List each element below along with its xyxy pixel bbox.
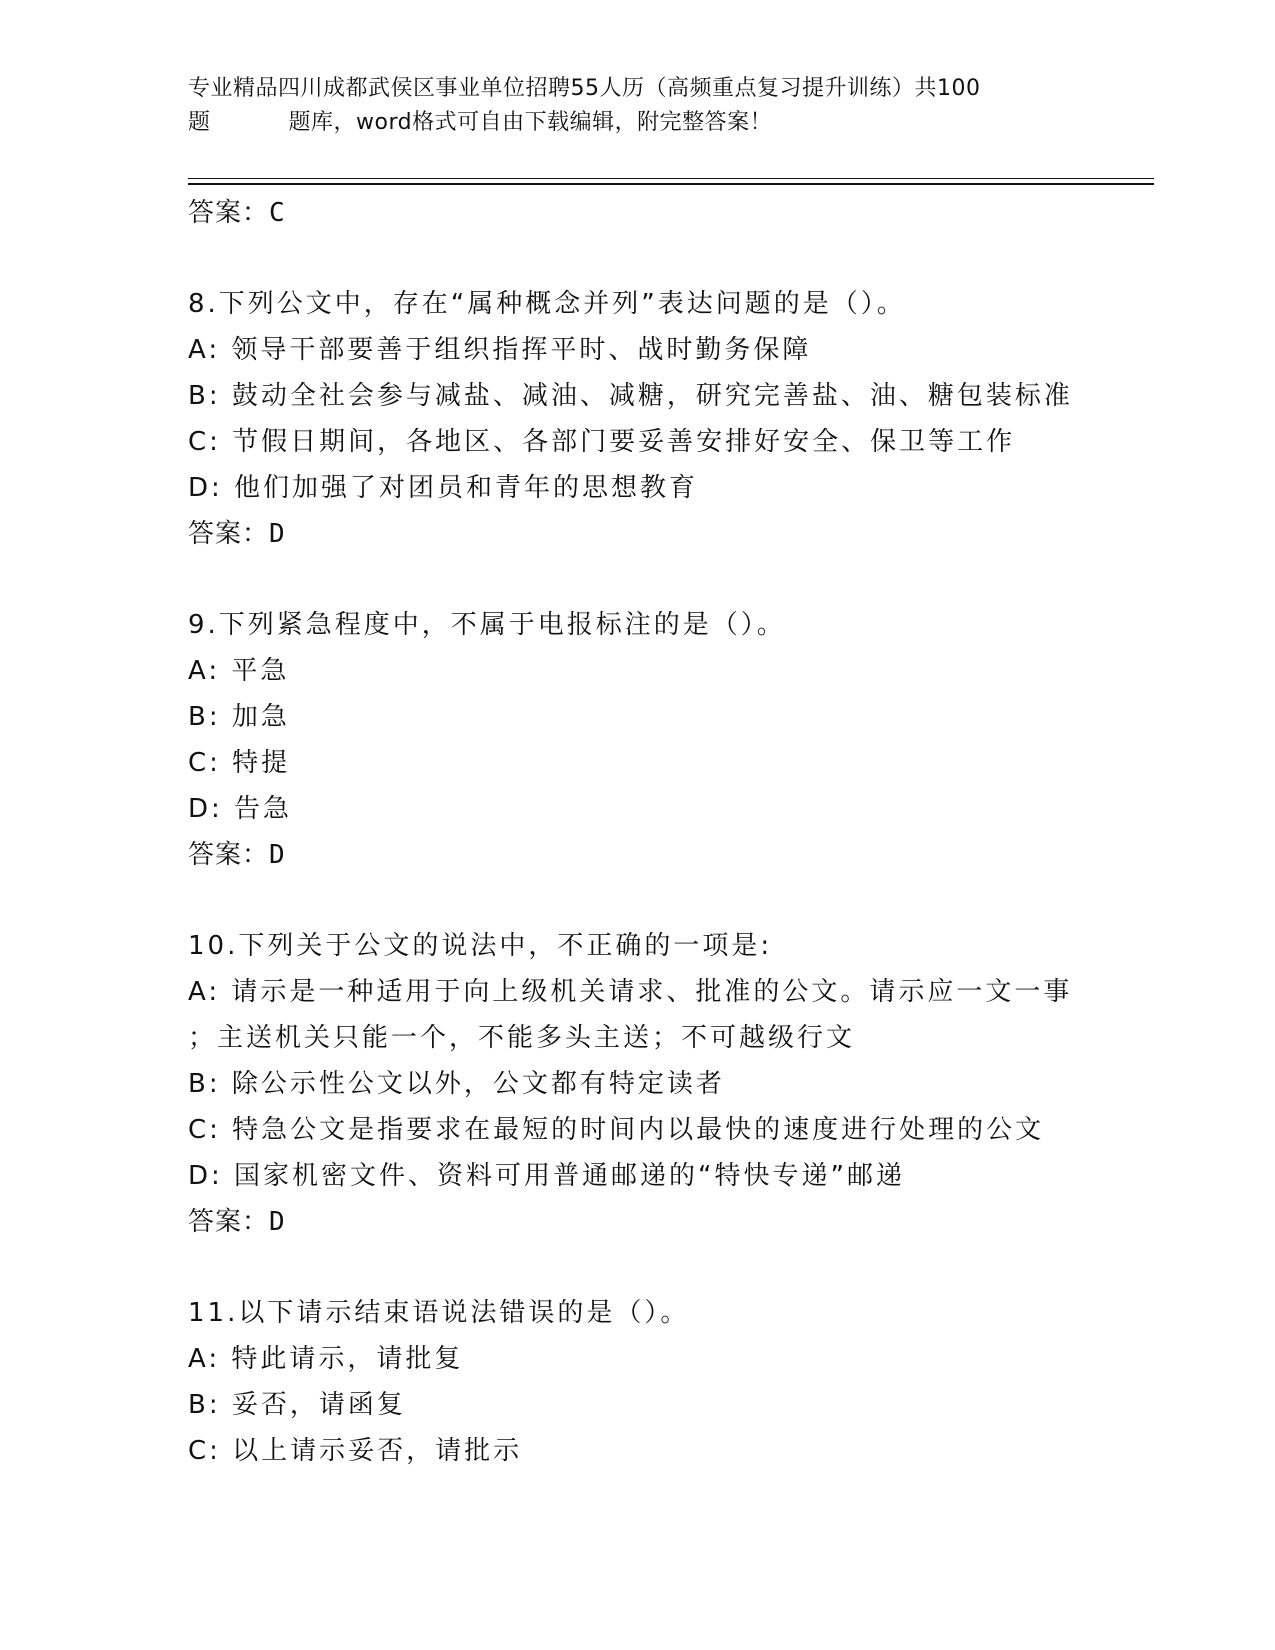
answer-line [188, 832, 1128, 878]
question-option: C: 特提 [188, 748, 291, 778]
page-header [188, 72, 1088, 140]
question-option: C: 特急公文是指要求在最短的时间内以最快的速度进行处理的公文 [188, 1115, 1045, 1145]
answer-label: 答案： [188, 519, 270, 549]
spacer [188, 1245, 1128, 1290]
question-option-continuation: ；主送机关只能一个，不能多头主送；不可越级行文 [188, 1023, 856, 1053]
question-option: D: 国家机密文件、资料可用普通邮递的“特快专递”邮递 [188, 1161, 905, 1191]
answer-value: D [269, 1207, 286, 1237]
header-line2-tail: 题库，word格式可自由下载编辑，附完整答案！ [288, 110, 773, 135]
question-stem: 10.下列关于公文的说法中，不正确的一项是: [188, 931, 773, 961]
question-option: D: 告急 [188, 794, 293, 824]
question-stem: 8.下列公文中，存在“属种概念并列”表达问题的是（）。 [188, 289, 906, 319]
question-option: B: 加急 [188, 702, 290, 732]
question-option: B: 妥否，请函复 [188, 1390, 406, 1420]
answer-line [188, 1199, 1128, 1245]
header-line2-head: 题 [188, 110, 211, 135]
question-stem: 11.以下请示结束语说法错误的是（）。 [188, 1298, 690, 1328]
question-option: C: 以上请示妥否，请批示 [188, 1436, 523, 1466]
question-option: D: 他们加强了对团员和青年的思想教育 [188, 473, 699, 503]
question-option: A: 领导干部要善于组织指挥平时、战时勤务保障 [188, 335, 812, 365]
answer-label: 答案： [188, 198, 270, 228]
header-divider-thin [188, 178, 1154, 179]
answer-value: D [269, 519, 286, 549]
answer-value: C [269, 198, 286, 228]
spacer [188, 878, 1128, 923]
spacer [188, 557, 1128, 602]
answer-line [188, 511, 1128, 557]
header-title-line2 [188, 106, 1088, 140]
answer-label: 答案： [188, 1207, 270, 1237]
answer-value: D [269, 840, 286, 870]
header-divider-thick [188, 183, 1154, 185]
question-option: A: 特此请示，请批复 [188, 1344, 464, 1374]
answer-line [188, 190, 1128, 236]
spacer [188, 236, 1128, 281]
question-option: A: 请示是一种适用于向上级机关请求、批准的公文。请示应一文一事 [188, 977, 1073, 1007]
question-option: A: 平急 [188, 656, 290, 686]
answer-label: 答案： [188, 840, 270, 870]
question-list [188, 190, 1128, 1474]
question-stem: 9.下列紧急程度中，不属于电报标注的是（）。 [188, 610, 786, 640]
header-title-line1: 专业精品四川成都武侯区事业单位招聘55人历（高频重点复习提升训练）共100 [188, 76, 981, 101]
question-option: B: 除公示性公文以外，公文都有特定读者 [188, 1069, 725, 1099]
question-option: B: 鼓动全社会参与减盐、减油、减糖，研究完善盐、油、糖包装标准 [188, 381, 1073, 411]
question-option: C: 节假日期间，各地区、各部门要妥善安排好安全、保卫等工作 [188, 427, 1016, 457]
